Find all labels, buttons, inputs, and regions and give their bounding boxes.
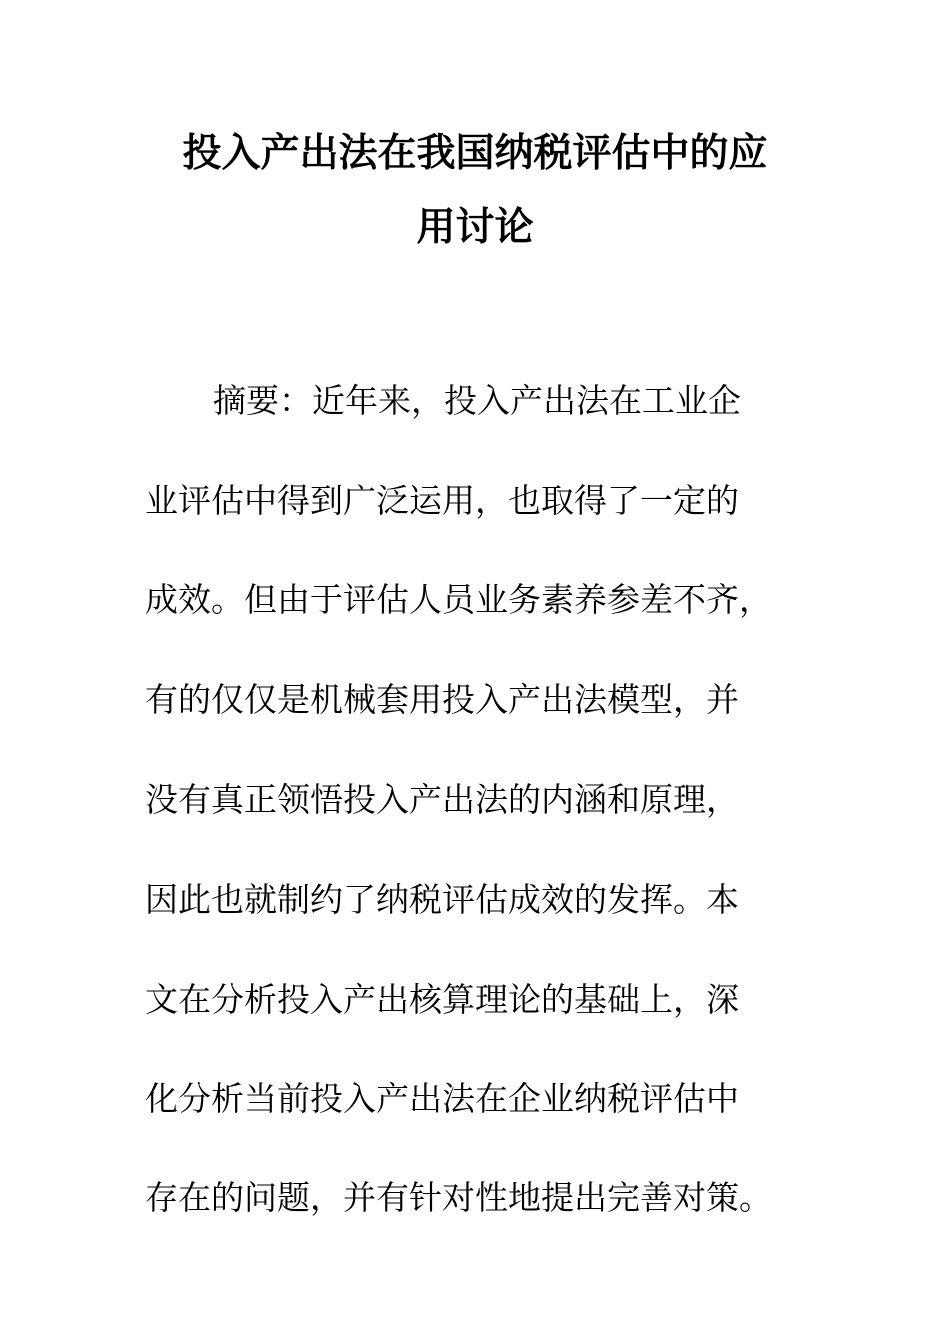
abstract-line-2: 业评估中得到广泛运用，也取得了一定的 — [145, 481, 739, 520]
document-title-line-1: 投入产出法在我国纳税评估中的应 — [182, 131, 768, 176]
abstract-line-3: 成效。但由于评估人员业务素养参差不齐， — [145, 580, 772, 619]
abstract-line-7: 文在分析投入产出核算理论的基础上，深 — [145, 980, 739, 1019]
document-title-line-2: 用讨论 — [416, 205, 534, 250]
abstract-line-6: 因此也就制约了纳税评估成效的发挥。本 — [145, 880, 739, 919]
abstract-line-8: 化分析当前投入产出法在企业纳税评估中 — [145, 1079, 739, 1118]
abstract-line-1: 摘要：近年来，投入产出法在工业企 — [213, 381, 741, 420]
abstract-line-9: 存在的问题，并有针对性地提出完善对策。 — [145, 1178, 772, 1217]
abstract-line-5: 没有真正领悟投入产出法的内涵和原理， — [145, 780, 739, 819]
abstract-line-4: 有的仅仅是机械套用投入产出法模型，并 — [145, 680, 739, 719]
